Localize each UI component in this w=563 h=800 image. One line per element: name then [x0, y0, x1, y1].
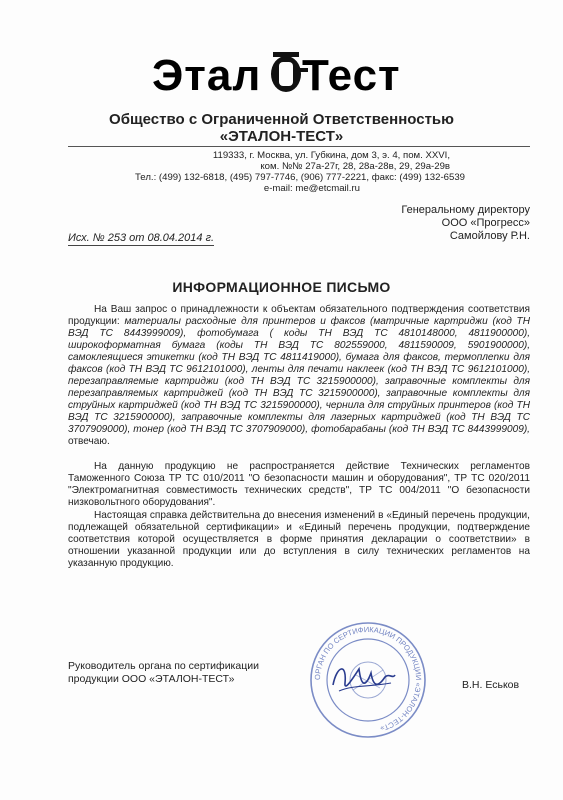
logo-emblem — [271, 52, 301, 92]
org-full-name: Общество с Ограниченной Ответственностью — [109, 111, 454, 128]
reference-text: Исх. № 253 от 08.04.2014 г. — [68, 232, 215, 244]
document-title: ИНФОРМАЦИОННОЕ ПИСЬМО — [172, 279, 391, 295]
company-logo — [150, 40, 415, 112]
paragraph-ending: отвечаю. — [68, 436, 110, 447]
paragraph-regulations: На данную продукцию не распространяется действие Технических регламентов Таможенного Союза ТР ТС 010/2011 "О безопасности машин и оборудования", ТР ТС 020/2011 "Электромагнитная совместимость технических средств", ТР ТС 004/2011 "О безопасности низковольтного оборудования". — [68, 461, 530, 508]
logo-text-left: Этал — [152, 51, 262, 100]
paragraph-intro: На Ваш запрос о принадлежности к объектам обязательного подтверждения соответствия продукции: — [68, 304, 530, 327]
stamp-ring-text: ОРГАН ПО СЕРТИФИКАЦИИ ПРОДУКЦИИ «ЭТАЛОН-ТЕСТ» — [312, 624, 424, 734]
handwritten-signature — [325, 655, 400, 700]
contact-phones: Тел.: (499) 132-6818, (495) 797-7746, (906) 777-2221, факс: (499) 132-6539 — [134, 172, 465, 183]
paragraph-validity: Настоящая справка действительна до внесения изменений в «Единый перечень продукции, подлежащей обязательной сертификации» и «Единый перечень продукции, подтверждение соответствия которой осуществляется в форме принятия декларации о соответствии» в отношении указанной продукции или до вступления в силу технических регламентов на указанную продукцию. — [68, 510, 530, 569]
signatory-line2: продукции ООО «ЭТАЛОН-ТЕСТ» — [68, 673, 235, 685]
logo-text-right: Тест — [302, 51, 401, 100]
paragraph-request — [68, 304, 530, 448]
recipient-name: Самойлову Р.Н. — [449, 230, 530, 242]
letterhead-divider — [68, 146, 530, 147]
signatory-position — [68, 660, 259, 686]
outgoing-reference — [68, 232, 214, 244]
recipient-company: ООО «Прогресс» — [441, 217, 530, 229]
address-line: 119333, г. Москва, ул. Губкина, дом 3, э. 4, пом. XXVI, — [212, 150, 450, 161]
signatory-name: В.Н. Еськов — [462, 679, 520, 691]
address-line: ком. №№ 27а-27г, 28, 28а-28в, 29, 29а-29в — [260, 161, 450, 172]
org-short-name: «ЭТАЛОН-ТЕСТ» — [219, 128, 344, 145]
signatory-line1: Руководитель органа по сертификации — [68, 660, 259, 672]
contact-email: e-mail: me@etcmail.ru — [263, 183, 360, 194]
product-list: материалы расходные для принтеров и факсов (матричные картриджи (код ТН ВЭД ТС 8443999009), фотобумага ( коды ТН ВЭД ТС 4810148000, 4811900000), широкоформатная бумага (коды ТН ВЭД ТС 802559000, 4811590009, 5901900000), самоклеящиеся этикетки (код ТН ВЭД ТС 4811419000), бумага для факсов, термоплenки для факсов (код ТН ВЭД ТС 9612101000), ленты для печати наклеек (код ТН ВЭД ТС 9612101000), перезаправляемые картриджи (код ТН ВЭД ТС 3215900000), заправочные комплекты для перезаправляемых картриджей (код ТН ВЭД ТС 3215900000), заправочные комплекты для струйных картриджей (код ТН ВЭД ТС 3215900000), чернила для струйных принтеров (код ТН ВЭД ТС 3215900000), заправочные комплекты для лазерных картриджей (код ТН ВЭД ТС 3707909000), тонер (код ТН ВЭД ТС 3707909000), фотобарабаны (код ТН ВЭД ТС 8443999009), — [68, 316, 530, 435]
recipient-title: Генеральному директору — [401, 204, 530, 216]
